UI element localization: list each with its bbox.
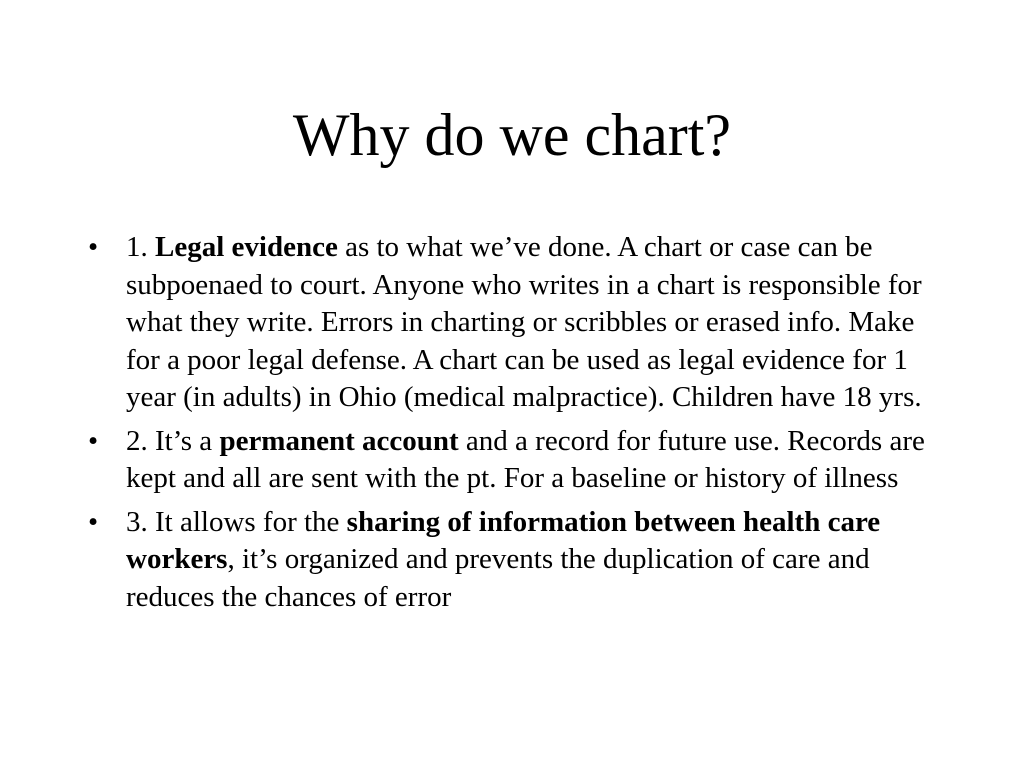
bullet-item-legal-evidence [88, 229, 948, 417]
bullet-item-permanent-account [88, 423, 948, 498]
bullet-text-emphasis: sharing of information between health care workers [126, 505, 881, 575]
bullet-dot-icon: • [88, 231, 99, 263]
bullet-dot-icon: • [88, 424, 99, 457]
bullet-text-lead: 3. It allows for the [126, 505, 347, 538]
bullet-text [126, 231, 922, 413]
bullet-list [88, 229, 948, 622]
bullet-text-rest: , it’s organized and prevents the duplication of care and reduces the chances of error [126, 543, 870, 613]
bullet-text-rest: and a record for future use. Records are kept and all are sent with the pt. For a baseline or history of illness [126, 424, 925, 494]
bullet-text-emphasis: Legal evidence [155, 231, 338, 263]
bullet-text-rest: as to what we’ve done. A chart or case can be subpoenaed to court. Anyone who writes in a chart is responsible for what they write. Errors in charting or scribbles or erased info. Make for a poor legal defense. A chart can be used as legal evidence for 1 year (in adults) in Ohio (medical malpractice). Children have 18 yrs. [126, 231, 922, 413]
bullet-text-lead: 1. [126, 231, 155, 263]
bullet-text-emphasis: permanent account [219, 424, 459, 457]
bullet-dot-icon: • [88, 505, 99, 538]
bullet-text [126, 506, 880, 613]
bullet-text [126, 425, 925, 495]
bullet-text-lead: 2. It’s a [126, 424, 220, 457]
slide-title: Why do we chart? [292, 102, 732, 168]
bullet-item-sharing-information [88, 504, 948, 617]
